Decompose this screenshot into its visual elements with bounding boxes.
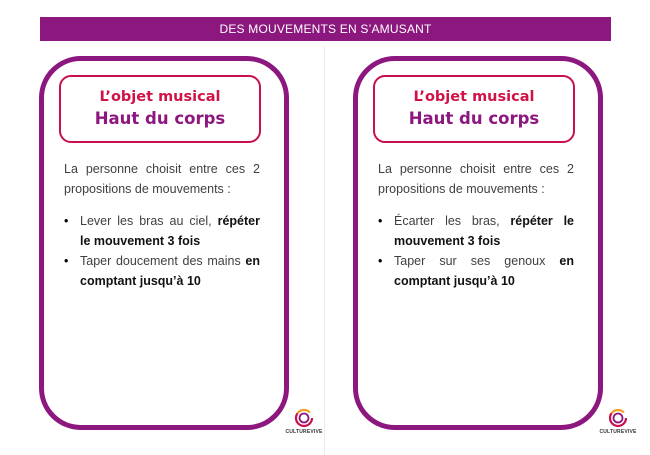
list-item bbox=[64, 251, 260, 291]
card-intro: La personne choisit entre ces 2 propositions de mouvements : bbox=[378, 162, 574, 196]
list-item bbox=[64, 211, 260, 251]
card-title-object: L’objet musical bbox=[99, 88, 221, 105]
card-title-body-part: Haut du corps bbox=[94, 108, 226, 128]
movement-instruction: en comptant jusqu’à 10 bbox=[80, 254, 260, 288]
card-title-object: L’objet musical bbox=[413, 88, 535, 105]
culturevive-logo bbox=[598, 408, 638, 442]
bullet-icon: • bbox=[64, 254, 69, 268]
movement-list bbox=[378, 211, 574, 291]
header-title: DES MOUVEMENTS EN S’AMUSANT bbox=[219, 22, 432, 36]
culturevive-logo-icon bbox=[294, 408, 314, 428]
list-item bbox=[378, 251, 574, 291]
movement-text: Écarter les bras, bbox=[394, 214, 511, 228]
movement-instruction: en comptant jusqu’à 10 bbox=[394, 254, 574, 288]
culturevive-logo bbox=[284, 408, 324, 442]
card-title-box bbox=[59, 75, 261, 143]
bullet-icon: • bbox=[64, 214, 69, 228]
card-content bbox=[64, 159, 260, 291]
movement-text: Taper doucement des mains bbox=[80, 254, 246, 268]
card-intro: La personne choisit entre ces 2 propositions de mouvements : bbox=[64, 162, 260, 196]
header-banner bbox=[40, 17, 611, 41]
movement-instruction: répéter le mouvement 3 fois bbox=[394, 214, 574, 248]
bullet-icon: • bbox=[378, 214, 383, 228]
bullet-icon: • bbox=[378, 254, 383, 268]
culturevive-logo-icon bbox=[608, 408, 628, 428]
movement-text: Lever les bras au ciel, bbox=[80, 214, 218, 228]
card-title-body-part: Haut du corps bbox=[408, 108, 540, 128]
activity-card-right bbox=[353, 56, 603, 430]
list-item bbox=[378, 211, 574, 251]
page-divider bbox=[324, 46, 325, 455]
logo-text: CULTUREVIVE bbox=[285, 429, 323, 435]
card-title-box bbox=[373, 75, 575, 143]
logo-text: CULTUREVIVE bbox=[599, 429, 637, 435]
card-content bbox=[378, 159, 574, 291]
movement-instruction: répéter le mouvement 3 fois bbox=[80, 214, 260, 248]
movement-text: Taper sur ses genoux bbox=[394, 254, 560, 268]
movement-list bbox=[64, 211, 260, 291]
activity-card-left bbox=[39, 56, 289, 430]
